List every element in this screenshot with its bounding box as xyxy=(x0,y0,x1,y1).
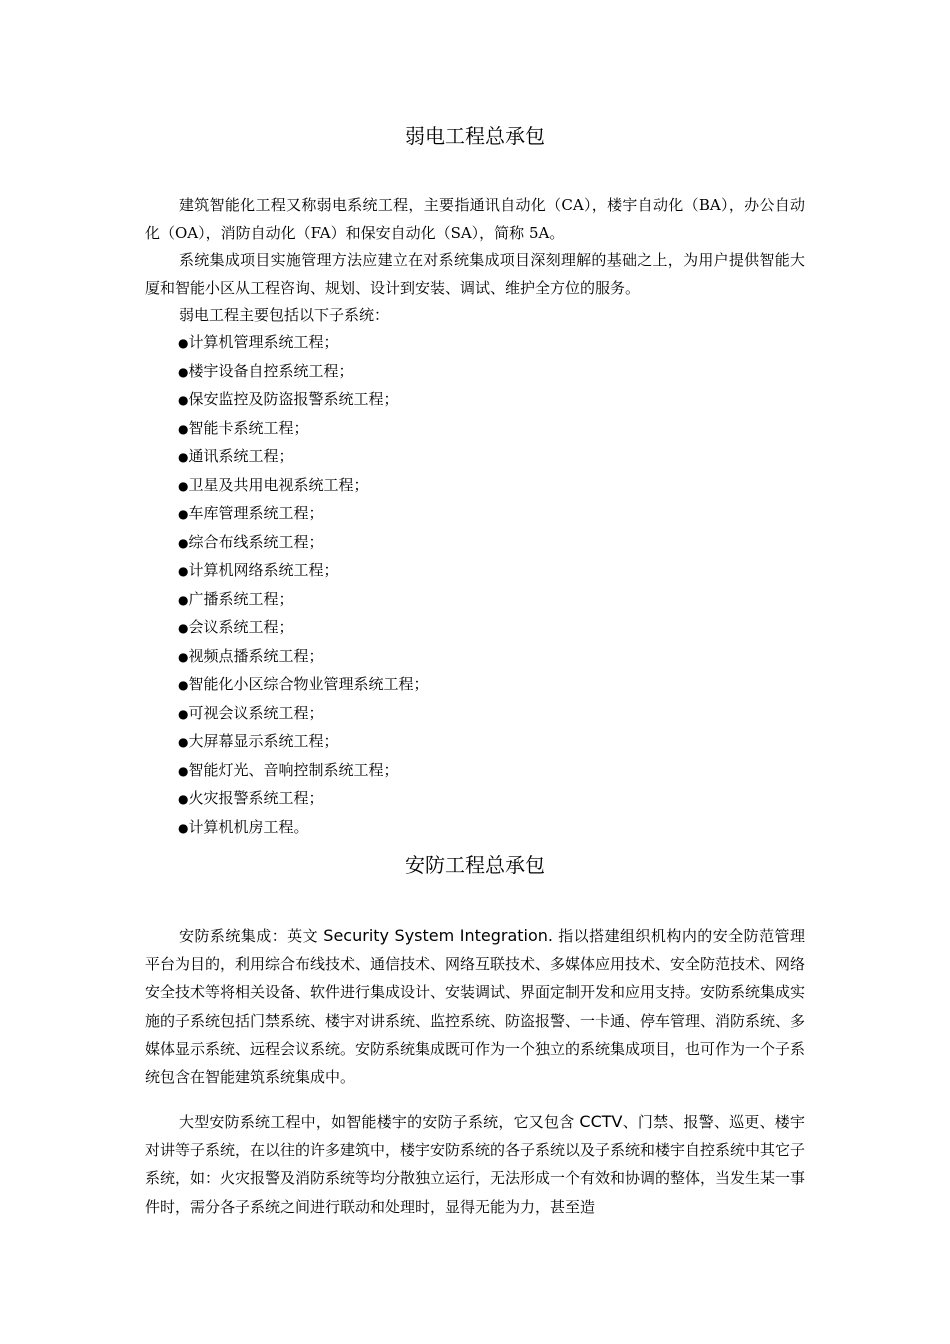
bullet-icon: ● xyxy=(178,450,189,464)
subsystem-label: 保安监控及防盗报警系统工程； xyxy=(188,390,399,408)
subsystem-label: 综合布线系统工程； xyxy=(188,532,324,551)
section-title-security: 安防工程总承包 xyxy=(405,853,545,877)
subsystem-list-item xyxy=(178,415,429,444)
subsystem-list xyxy=(178,329,429,842)
subsystem-label: 大屏幕显示系统工程； xyxy=(188,732,339,750)
section-title-weak-current: 弱电工程总承包 xyxy=(405,124,545,148)
bullet-icon: ● xyxy=(178,649,189,664)
subsystem-label: 视频点播系统工程； xyxy=(188,646,324,665)
subsystem-list-item xyxy=(178,785,429,814)
subsystem-label: 通讯系统工程； xyxy=(188,447,294,465)
subsystem-list-item xyxy=(178,358,429,387)
subsystem-list-item xyxy=(178,386,429,415)
bullet-icon: ● xyxy=(178,735,189,749)
subsystem-label: 计算机机房工程。 xyxy=(188,817,309,836)
subsystem-list-item xyxy=(178,700,429,729)
subsystem-label: 智能化小区综合物业管理系统工程； xyxy=(188,675,429,693)
subsystem-list-item xyxy=(178,472,429,501)
subsystem-label: 智能卡系统工程； xyxy=(188,418,309,437)
bullet-icon: ● xyxy=(178,393,189,407)
security-para-prefix: 安防系统集成：英文 xyxy=(179,927,324,945)
subsystem-label: 计算机管理系统工程； xyxy=(188,333,339,351)
bullet-icon: ● xyxy=(178,763,189,778)
subsystem-list-item xyxy=(178,671,429,700)
bullet-icon: ● xyxy=(178,621,189,635)
subsystem-label: 车库管理系统工程； xyxy=(188,504,324,522)
large-security-body: 、门禁、报警、巡更、楼宇对讲等子系统，在以往的许多建筑中，楼宇安防系统的各子系统以及子系统和楼宇自控系统中其它子系统，如：火灾报警及消防系统等均分散独立运行，无法形成一个有效和协调的整体，当发生某一事件时，需分各子系统之间进行联动和处理时，显得无能为力，甚至造 xyxy=(145,1113,806,1216)
bullet-icon: ● xyxy=(178,364,189,379)
security-integration-paragraph xyxy=(145,922,805,1091)
subsystem-list-item xyxy=(178,614,429,643)
bullet-icon: ● xyxy=(178,336,189,350)
subsystem-label: 可视会议系统工程； xyxy=(188,703,324,722)
bullet-icon: ● xyxy=(178,478,189,493)
bullet-icon: ● xyxy=(178,535,189,550)
subsystem-label: 智能灯光、音响控制系统工程； xyxy=(188,760,399,779)
bullet-icon: ● xyxy=(178,792,189,806)
subsystem-list-item xyxy=(178,557,429,586)
large-security-prefix: 大型安防系统工程中，如智能楼宇的安防子系统，它又包含 xyxy=(179,1113,580,1131)
integration-paragraph: 系统集成项目实施管理方法应建立在对系统集成项目深刻理解的基础之上，为用户提供智能大厦和智能小区从工程咨询、规划、设计到安装、调试、维护全方位的服务。 xyxy=(145,251,805,297)
subsystem-list-item xyxy=(178,529,429,558)
subsystem-list-item xyxy=(178,728,429,757)
subsystem-label: 卫星及共用电视系统工程； xyxy=(188,475,369,494)
subsystem-label: 广播系统工程； xyxy=(188,589,294,608)
subsystem-label: 楼宇设备自控系统工程； xyxy=(188,361,354,380)
subsystem-list-item xyxy=(178,586,429,615)
bullet-icon: ● xyxy=(178,507,189,521)
security-para-english: Security System Integration. xyxy=(323,926,553,945)
subsystem-list-item xyxy=(178,500,429,529)
subsystem-list-item xyxy=(178,329,429,358)
subsystem-list-item xyxy=(178,757,429,786)
subsystem-label: 计算机网络系统工程； xyxy=(188,561,339,579)
bullet-icon: ● xyxy=(178,706,189,721)
subsystem-list-item xyxy=(178,643,429,672)
subsystem-label: 会议系统工程； xyxy=(188,618,294,636)
bullet-icon: ● xyxy=(178,564,189,578)
bullet-icon: ● xyxy=(178,820,189,835)
subsystem-list-item xyxy=(178,443,429,472)
bullet-icon: ● xyxy=(178,421,189,436)
subsystems-intro: 弱电工程主要包括以下子系统： xyxy=(179,306,390,324)
large-security-paragraph xyxy=(145,1108,805,1221)
bullet-icon: ● xyxy=(178,678,189,692)
subsystem-label: 火灾报警系统工程； xyxy=(188,789,324,807)
security-para-body: 指以搭建组织机构内的安全防范管理平台为目的，利用综合布线技术、通信技术、网络互联技术、多媒体应用技术、安全防范技术、网络安全技术等将相关设备、软件进行集成设计、安装调试、界面定制开发和应用支持。安防系统集成实施的子系统包括门禁系统、楼宇对讲系统、监控系统、防盗报警、一卡通、停车管理、消防系统、多媒体显示系统、远程会议系统。安防系统集成既可作为一个独立的系统集成项目，也可作为一个子系统包含在智能建筑系统集成中。 xyxy=(145,927,806,1087)
bullet-icon: ● xyxy=(178,592,189,607)
intro-paragraph: 建筑智能化工程又称弱电系统工程，主要指通讯自动化（CA），楼宇自动化（BA），办公自动化（OA），消防自动化（FA）和保安自动化（SA），简称 5A。 xyxy=(145,196,805,242)
cctv-term: CCTV xyxy=(579,1112,623,1131)
subsystem-list-item xyxy=(178,814,429,843)
